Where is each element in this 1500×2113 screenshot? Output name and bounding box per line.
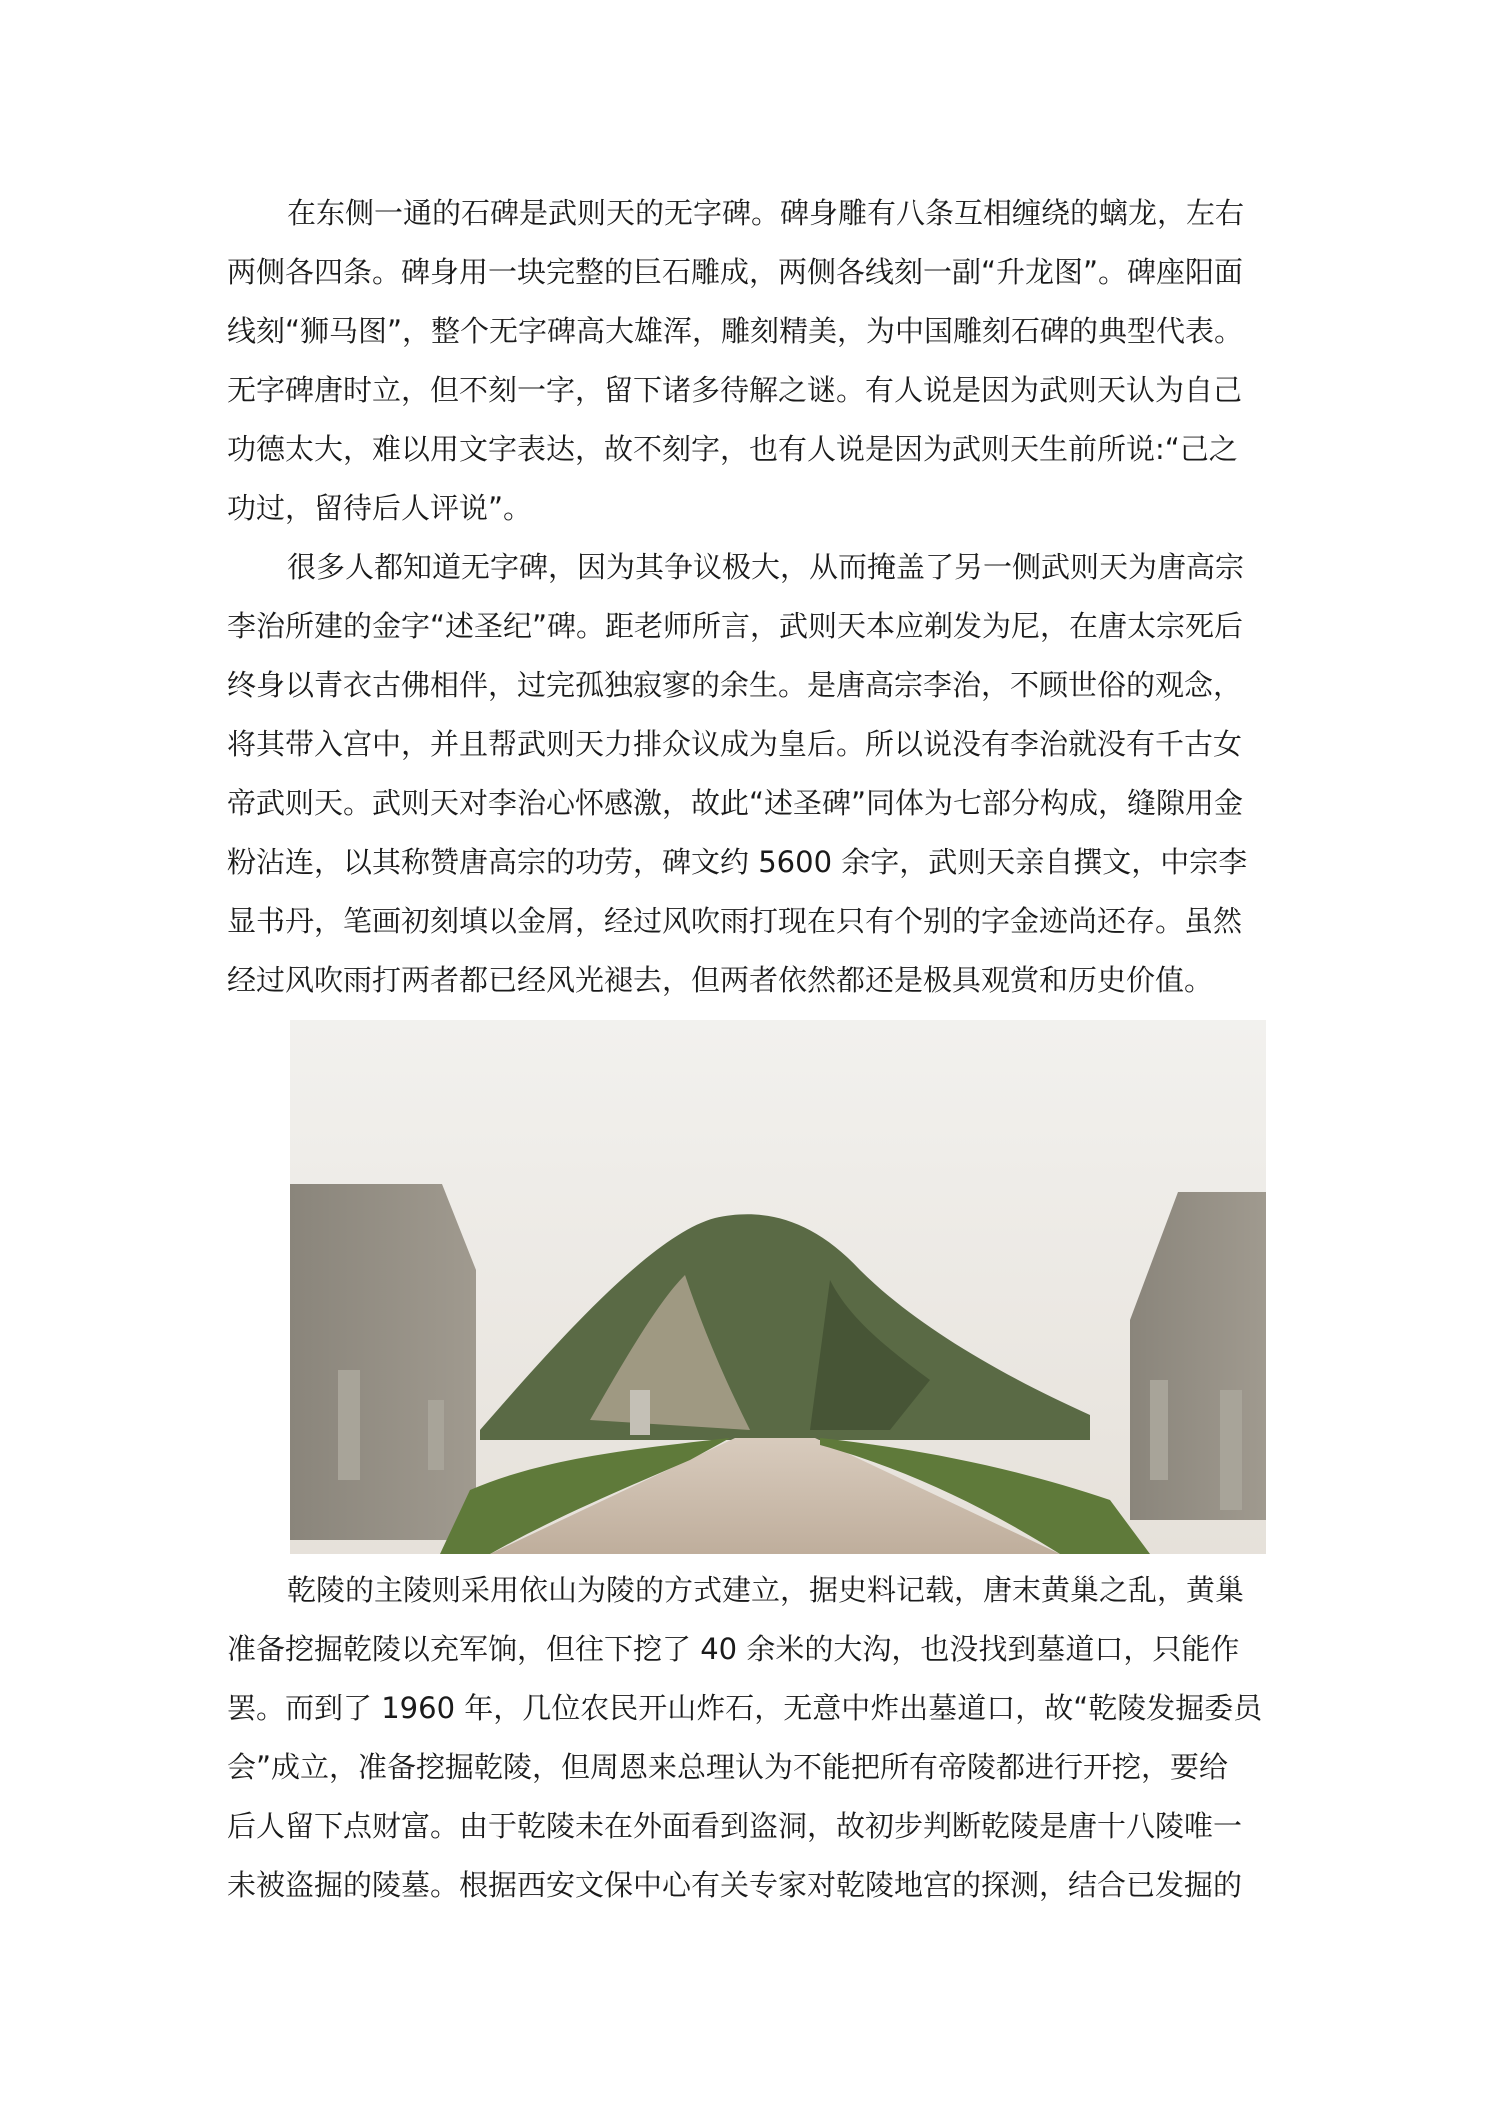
right-stone-statue [1220,1390,1242,1510]
text-line: 线刻“狮马图”，整个无字碑高大雄浑，雕刻精美，为中国雕刻石碑的典型代表。 [227,314,1244,348]
text-line: 两侧各四条。碑身用一块完整的巨石雕成，两侧各线刻一副“升龙图”。碑座阳面 [227,255,1244,289]
text-line: 后人留下点财富。由于乾陵未在外面看到盗洞，故初步判断乾陵是唐十八陵唯一 [227,1809,1243,1843]
text-line: 显书丹，笔画初刻填以金屑，经过风吹雨打现在只有个别的字金迹尚还存。虽然 [227,904,1243,938]
text-line: 终身以青衣古佛相伴，过完孤独寂寥的余生。是唐高宗李治，不顾世俗的观念， [227,668,1243,702]
text-line: 未被盗掘的陵墓。根据西安文保中心有关专家对乾陵地宫的探测，结合已发掘的 [227,1868,1243,1902]
left-watchtower [290,1184,476,1540]
text-line: 功德太大，难以用文字表达，故不刻字，也有人说是因为武则天生前所说:“己之 [227,432,1238,466]
text-line: 会”成立，准备挖掘乾陵，但周恩来总理认为不能把所有帝陵都进行开挖，要给 [227,1750,1229,1784]
text-line: 功过，留待后人评说”。 [227,491,533,525]
text-line: 乾陵的主陵则采用依山为陵的方式建立，据史料记载，唐末黄巢之乱，黄巢 [287,1573,1245,1607]
text-line: 经过风吹雨打两者都已经风光褪去，但两者依然都还是极具观赏和历史价值。 [227,963,1214,997]
text-line: 无字碑唐时立，但不刻一字，留下诸多待解之谜。有人说是因为武则天认为自己 [227,373,1243,407]
text-line: 帝武则天。武则天对李治心怀感激，故此“述圣碑”同体为七部分构成，缝隙用金 [227,786,1244,820]
qianling-photo-illustration [290,1020,1266,1554]
text-line: 李治所建的金字“述圣纪”碑。距老师所言，武则天本应剃发为尼，在唐太宗死后 [227,609,1244,643]
left-stone-statue [338,1370,360,1480]
right-stone-statue [1150,1380,1168,1480]
text-line: 粉沾连，以其称赞唐高宗的功劳，碑文约 5600 余字，武则天亲自撰文，中宗李 [227,845,1248,879]
distant-stele [630,1390,650,1435]
text-line: 准备挖掘乾陵以充军饷，但往下挖了 40 余米的大沟，也没找到墓道口，只能作 [227,1632,1240,1666]
qianling-photo [290,1020,1266,1554]
text-line: 在东侧一通的石碑是武则天的无字碑。碑身雕有八条互相缠绕的螭龙，左右 [287,196,1245,230]
text-line: 将其带入宫中，并且帮武则天力排众议成为皇后。所以说没有李治就没有千古女 [227,727,1243,761]
text-line: 很多人都知道无字碑，因为其争议极大，从而掩盖了另一侧武则天为唐高宗 [287,550,1245,584]
left-stone-statue [428,1400,444,1470]
text-line: 罢。而到了 1960 年，几位农民开山炸石，无意中炸出墓道口，故“乾陵发掘委员 [227,1691,1263,1725]
